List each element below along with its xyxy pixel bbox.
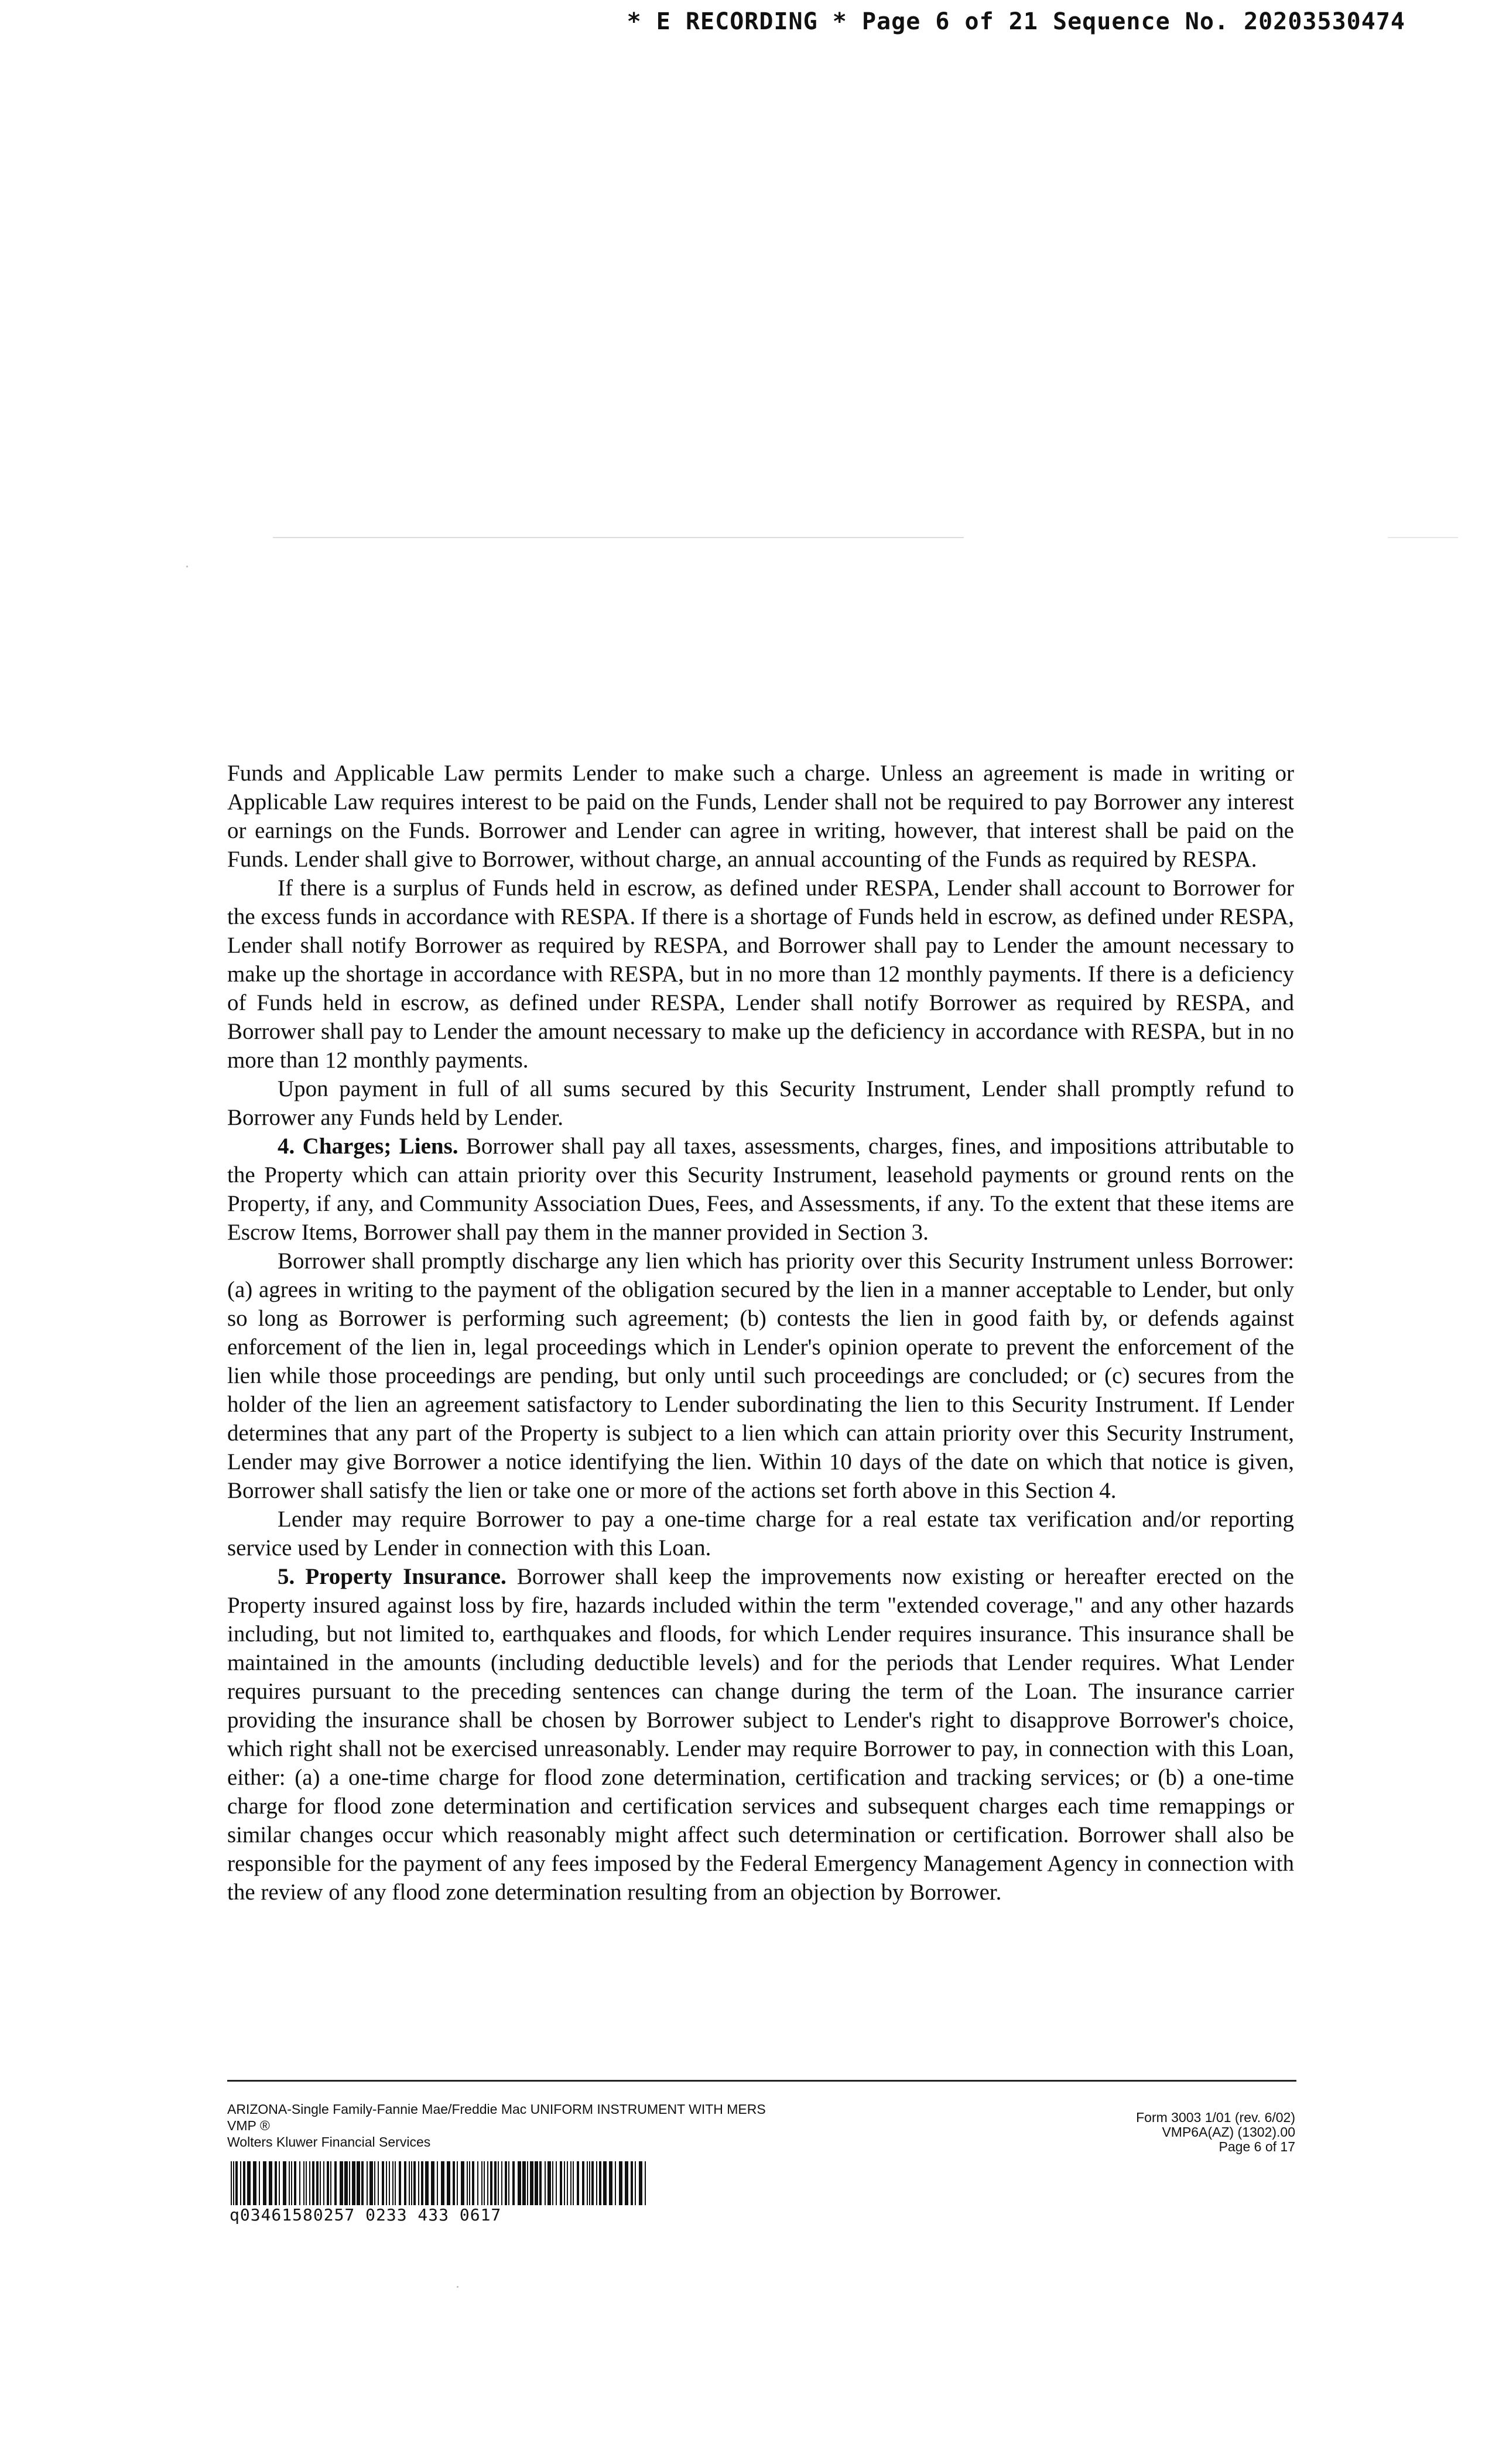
scan-artifact-line — [1388, 537, 1458, 538]
barcode-bar — [330, 2161, 331, 2205]
section-5-property-insurance — [227, 1562, 1294, 1907]
barcode-bar — [283, 2161, 286, 2205]
barcode-bar — [247, 2161, 251, 2205]
scan-artifact-line — [273, 537, 964, 538]
footer-publisher: Wolters Kluwer Financial Services — [227, 2134, 431, 2150]
barcode-bar — [589, 2161, 590, 2205]
barcode-bar — [461, 2161, 464, 2205]
barcode-bar — [599, 2161, 601, 2205]
barcode-bar — [490, 2161, 492, 2205]
barcode-bar — [316, 2161, 319, 2205]
barcode-bar — [518, 2161, 521, 2205]
recording-stamp: * E RECORDING * Page 6 of 21 Sequence No. 20203530474 — [627, 8, 1405, 35]
barcode-bar — [527, 2161, 528, 2205]
barcode-bar — [501, 2161, 502, 2205]
barcode-bar — [309, 2161, 310, 2205]
barcode-bar — [472, 2161, 474, 2205]
footer-vmp-code: VMP6A(AZ) (1302).00 — [1162, 2124, 1295, 2140]
barcode-bar — [233, 2161, 234, 2205]
barcode-bar — [231, 2161, 232, 2205]
footer-form-info — [227, 2101, 766, 2150]
barcode-bar — [447, 2161, 450, 2205]
barcode-bar — [418, 2161, 419, 2205]
barcode-bar — [431, 2161, 434, 2205]
barcode-bar — [404, 2161, 406, 2205]
section-4-text: Borrower shall pay all taxes, assessments, charges, fines, and impositions attributable to the Property which can attain priority over this Security Instrument, leasehold payments or ground rents on the Property, if any, and Community Association Dues, Fees, and Assessments, if any. To the extent that these items are Escrow Items, Borrower shall pay them in the manner provided in Section 3. — [227, 1134, 1294, 1245]
barcode-bar — [487, 2161, 488, 2205]
barcode-bar — [303, 2161, 304, 2205]
barcode-bar — [467, 2161, 468, 2205]
document-body — [227, 759, 1294, 1907]
barcode-bar — [508, 2161, 509, 2205]
paragraph-refund: Upon payment in full of all sums secured by this Security Instrument, Lender shall promptly refund to Borrower any Funds held by Lender. — [227, 1076, 1294, 1130]
barcode-bar — [512, 2161, 515, 2205]
barcode-bar — [547, 2161, 551, 2205]
barcode-bar — [395, 2161, 396, 2205]
barcode-bar — [609, 2161, 612, 2205]
barcode-bar — [522, 2161, 526, 2205]
barcode-bar — [386, 2161, 387, 2205]
barcode-bar — [289, 2161, 290, 2205]
barcode-bar — [477, 2161, 478, 2205]
barcode-bar — [457, 2161, 458, 2205]
barcode-bar — [378, 2161, 379, 2205]
barcode-bar — [505, 2161, 507, 2205]
paragraph-funds-charge: Funds and Applicable Law permits Lender to make such a charge. Unless an agreement is made in writing or Applicable Law requires interest to be paid on the Funds, Lender shall not be required to pay Borrower any interest or earnings on the Funds. Borrower and Lender can agree in writing, however, that interest shall be paid on the Funds. Lender shall give to Borrower, without charge, an annual accounting of the Funds as required by RESPA. — [227, 761, 1294, 872]
barcode-bar — [361, 2161, 364, 2205]
barcode-bar — [603, 2161, 607, 2205]
barcode-bar — [539, 2161, 542, 2205]
barcode-bar — [556, 2161, 557, 2205]
barcode-bar — [240, 2161, 241, 2205]
barcode-bar — [269, 2161, 272, 2205]
barcode-bar — [498, 2161, 499, 2205]
barcode-bar — [635, 2161, 636, 2205]
footer-divider — [227, 2080, 1296, 2082]
section-4-charges-liens — [227, 1132, 1294, 1247]
barcode-bar — [545, 2161, 546, 2205]
barcode-bar — [367, 2161, 368, 2205]
barcode-bar — [425, 2161, 429, 2205]
barcode-bar — [582, 2161, 584, 2205]
barcode-bar — [352, 2161, 355, 2205]
barcode-number: q03461580257 0233 433 0617 — [230, 2205, 502, 2225]
barcode-bar — [235, 2161, 238, 2205]
paragraph-discharge-lien: Borrower shall promptly discharge any lien which has priority over this Security Instrument unless Borrower: (a) agrees in writing to the payment of the obligation secured by the lien in a manner acceptable to Lender, but only so long as Borrower is performing such agreement; (b) contests the lien in good faith by, or defends against enforcement of the lien in, legal proceedings which in Lender's opinion operate to prevent the enforcement of the lien while those proceedings are pending, but only until such proceedings are concluded; or (c) secures from the holder of the lien an agreement satisfactory to Lender subordinating the lien to this Security Instrument. If Lender determines that any part of the Property is subject to a lien which can attain priority over this Security Instrument, Lender may give Borrower a notice identifying the lien. Within 10 days of the date on which that notice is given, Borrower shall satisfy the lien or take one or more of the actions set forth above in this Section 4. — [227, 1248, 1294, 1503]
barcode-bar — [453, 2161, 455, 2205]
barcode-bar — [421, 2161, 423, 2205]
barcode-bar — [530, 2161, 533, 2205]
barcode-bar — [275, 2161, 277, 2205]
barcode-bar — [253, 2161, 256, 2205]
barcode-bar — [320, 2161, 321, 2205]
barcode-bar — [469, 2161, 470, 2205]
barcode — [230, 2161, 648, 2205]
barcode-bar — [344, 2161, 348, 2205]
barcode-bar — [484, 2161, 485, 2205]
barcode-bar — [259, 2161, 260, 2205]
barcode-bar — [552, 2161, 553, 2205]
barcode-bar — [560, 2161, 562, 2205]
barcode-bar — [639, 2161, 642, 2205]
barcode-bar — [369, 2161, 373, 2205]
barcode-bar — [535, 2161, 538, 2205]
footer-instrument-title: ARIZONA-Single Family-Fannie Mae/Freddie Mac UNIFORM INSTRUMENT WITH MERS — [227, 2102, 766, 2117]
barcode-bar — [481, 2161, 482, 2205]
barcode-bar — [294, 2161, 296, 2205]
barcode-bar — [263, 2161, 266, 2205]
paragraph-escrow-surplus: If there is a surplus of Funds held in escrow, as defined under RESPA, Lender shall account to Borrower for the excess funds in accordance with RESPA. If there is a shortage of Funds held in escrow, as defined under RESPA, Lender shall notify Borrower as required by RESPA, and Borrower shall pay to Lender the amount necessary to make up the shortage in accordance with RESPA, but in no more than 12 monthly payments. If there is a deficiency of Funds held in escrow, as defined under RESPA, Lender shall notify Borrower as required by RESPA, and Borrower shall pay to Lender the amount necessary to make up the deficiency in accordance with RESPA, but in no more than 12 monthly payments. — [227, 875, 1294, 1073]
barcode-bar — [570, 2161, 571, 2205]
footer-page-number: Page 6 of 17 — [1219, 2139, 1295, 2154]
footer-form-number: Form 3003 1/01 (rev. 6/02) — [1136, 2110, 1295, 2125]
barcode-bar — [327, 2161, 329, 2205]
barcode-bar — [291, 2161, 292, 2205]
barcode-bar — [625, 2161, 628, 2205]
barcode-bar — [334, 2161, 337, 2205]
barcode-bar — [399, 2161, 401, 2205]
barcode-bar — [437, 2161, 438, 2205]
barcode-bar — [411, 2161, 412, 2205]
barcode-bar — [573, 2161, 574, 2205]
barcode-bar — [413, 2161, 416, 2205]
barcode-bar — [243, 2161, 245, 2205]
barcode-bar — [494, 2161, 497, 2205]
barcode-bar — [382, 2161, 384, 2205]
barcode-bar — [645, 2161, 646, 2205]
barcode-bar — [306, 2161, 307, 2205]
barcode-bar — [374, 2161, 375, 2205]
barcode-bar — [596, 2161, 597, 2205]
barcode-bar — [279, 2161, 280, 2205]
footer-form-number-block — [1136, 2110, 1295, 2154]
barcode-bar — [357, 2161, 360, 2205]
barcode-bar — [349, 2161, 350, 2205]
barcode-bar — [631, 2161, 633, 2205]
footer-vmp-mark: VMP ® — [227, 2118, 270, 2133]
barcode-bar — [340, 2161, 343, 2205]
paragraph-tax-verification: Lender may require Borrower to pay a one-time charge for a real estate tax verification and/or reporting service used by Lender in connection with this Loan. — [227, 1507, 1294, 1560]
section-4-heading: 4. Charges; Liens. — [278, 1134, 458, 1159]
barcode-bar — [389, 2161, 390, 2205]
barcode-bar — [441, 2161, 444, 2205]
barcode-bar — [409, 2161, 410, 2205]
section-5-text: Borrower shall keep the improvements now existing or hereafter erected on the Property insured against loss by fire, hazards included within the term "extended coverage," and any other hazards including, but not limited to, earthquakes and floods, for which Lender requires insurance. This insurance shall be maintained in the amounts (including deductible levels) and for the periods that Lender requires. What Lender requires pursuant to the preceding sentences can change during the term of the Loan. The insurance carrier providing the insurance shall be chosen by Borrower subject to Lender's right to disapprove Borrower's choice, which right shall not be exercised unreasonably. Lender may require Borrower to pay, in connection with this Loan, either: (a) a one-time charge for flood zone determination, certification and tracking services; or (b) a one-time charge for flood zone determination and certification services and subsequent charges each time remappings or similar changes occur which reasonably might affect such determination or certification. Borrower shall also be responsible for the payment of any fees imposed by the Federal Emergency Management Agency in connection with the review of any flood zone determination resulting from an objection by Borrower. — [227, 1564, 1294, 1905]
barcode-bar — [323, 2161, 324, 2205]
barcode-bar — [312, 2161, 314, 2205]
scan-speck — [186, 566, 188, 567]
barcode-bar — [615, 2161, 616, 2205]
barcode-bar — [392, 2161, 393, 2205]
barcode-bar — [591, 2161, 594, 2205]
barcode-bar — [619, 2161, 622, 2205]
barcode-bar — [299, 2161, 300, 2205]
scan-speck — [457, 2286, 458, 2288]
section-5-heading: 5. Property Insurance. — [278, 1564, 506, 1589]
barcode-bar — [577, 2161, 579, 2205]
barcode-bar — [587, 2161, 588, 2205]
barcode-bar — [567, 2161, 568, 2205]
barcode-bar — [564, 2161, 565, 2205]
